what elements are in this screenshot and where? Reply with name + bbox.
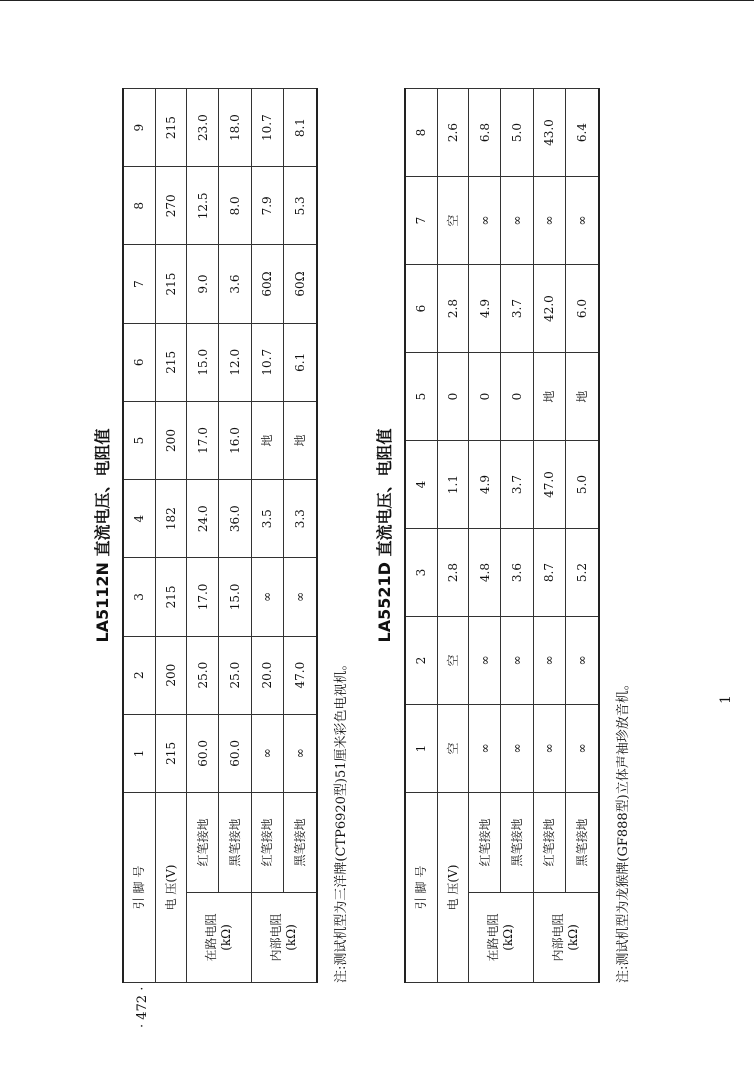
table-cell-int-black: 8.1 [284, 89, 317, 167]
table-cell-in-black: 12.0 [219, 323, 251, 401]
table-cell-pins: 2 [123, 636, 155, 714]
table-cell-voltage: 空 [437, 177, 468, 265]
page-number: · 472 · [135, 986, 150, 1028]
table-cell-in-black: 3.6 [219, 245, 251, 323]
header-internal: 内部电阻 (kΩ) [251, 893, 317, 983]
table-cell-in-black: ∞ [501, 177, 533, 265]
table-cell-in-black: 60.0 [219, 714, 251, 792]
header-red-probe: 红笔接地 [187, 792, 219, 892]
table-cell-voltage: 215 [155, 558, 186, 636]
table-cell-voltage: 空 [437, 617, 468, 705]
table-cell-voltage: 200 [155, 401, 186, 479]
table-cell-int-black: 5.3 [284, 167, 317, 245]
table-cell-pins: 4 [123, 480, 155, 558]
table-note-1: 注:测试机型为三洋牌(CTP6920型)51厘米彩色电视机。 [334, 657, 349, 983]
table-cell-in-black: 3.7 [501, 441, 533, 529]
table-cell-int-red: 10.7 [251, 323, 283, 401]
header-in-circuit: 在路电阻 (kΩ) [187, 893, 252, 983]
data-table-2 [404, 88, 600, 983]
table-cell-pins: 8 [123, 167, 155, 245]
header-voltage: 电 压(V) [155, 792, 186, 982]
table-cell-in-black: ∞ [501, 617, 533, 705]
table-cell-int-red: 地 [251, 401, 283, 479]
table-cell-int-black: ∞ [566, 705, 599, 793]
header-pin: 引 脚 号 [405, 792, 437, 982]
header-black-probe: 黑笔接地 [219, 792, 251, 892]
header-voltage: 电 压(V) [437, 792, 468, 982]
table-cell-int-red: ∞ [251, 558, 283, 636]
table-row-pins [123, 89, 155, 983]
table-title-2: LA5521D 直流电压、电阻值 [375, 428, 394, 643]
header-pin: 引 脚 号 [123, 792, 155, 982]
table-cell-int-red: 7.9 [251, 167, 283, 245]
header-red-probe: 红笔接地 [533, 792, 565, 892]
table-cell-in-red: 60.0 [187, 714, 219, 792]
table-cell-in-red: 25.0 [187, 636, 219, 714]
table-cell-voltage: 2.8 [437, 529, 468, 617]
table-row-int-black [284, 89, 317, 983]
table-cell-in-black: 5.0 [501, 89, 533, 177]
table-cell-int-red: 3.5 [251, 480, 283, 558]
table-cell-voltage: 215 [155, 323, 186, 401]
table-row-int-red [251, 89, 283, 983]
table-cell-pins: 2 [405, 617, 437, 705]
table-cell-voltage: 2.6 [437, 89, 468, 177]
table-cell-in-red: 4.9 [469, 441, 501, 529]
table-cell-int-black: ∞ [566, 177, 599, 265]
table-cell-in-red: 6.8 [469, 89, 501, 177]
table-cell-voltage: 0 [437, 353, 468, 441]
table-cell-in-black: 36.0 [219, 480, 251, 558]
table-cell-voltage: 1.1 [437, 441, 468, 529]
table-cell-int-black: 6.0 [566, 265, 599, 353]
table-cell-int-red: ∞ [533, 705, 565, 793]
table-cell-voltage: 2.8 [437, 265, 468, 353]
table-row-int-red [533, 89, 565, 983]
data-table-1 [122, 88, 318, 983]
table-cell-int-red: ∞ [533, 617, 565, 705]
table-cell-in-black: ∞ [501, 705, 533, 793]
header-in-circuit: 在路电阻 (kΩ) [469, 893, 534, 983]
table-row-voltage [155, 89, 186, 983]
table-cell-int-red: 地 [533, 353, 565, 441]
table-cell-pins: 6 [123, 323, 155, 401]
table-cell-int-red: ∞ [251, 714, 283, 792]
table-cell-in-black: 8.0 [219, 167, 251, 245]
table-cell-in-red: 4.9 [469, 265, 501, 353]
table-cell-in-red: 15.0 [187, 323, 219, 401]
table-cell-pins: 7 [123, 245, 155, 323]
header-internal: 内部电阻 (kΩ) [533, 893, 599, 983]
table-cell-int-black: 6.1 [284, 323, 317, 401]
table-cell-in-red: 0 [469, 353, 501, 441]
table-cell-in-red: 17.0 [187, 558, 219, 636]
table-cell-int-red: 20.0 [251, 636, 283, 714]
table-cell-voltage: 270 [155, 167, 186, 245]
table-cell-pins: 9 [123, 89, 155, 167]
table-row-in-red [469, 89, 501, 983]
table-cell-in-black: 3.6 [501, 529, 533, 617]
table-cell-pins: 5 [405, 353, 437, 441]
table-cell-in-red: 23.0 [187, 89, 219, 167]
table-cell-int-black: ∞ [566, 617, 599, 705]
table-cell-in-red: 17.0 [187, 401, 219, 479]
table-cell-int-black: 地 [566, 353, 599, 441]
table-cell-pins: 3 [405, 529, 437, 617]
table-title-1: LA5112N 直流电压、电阻值 [93, 428, 112, 643]
table-cell-int-black: 地 [284, 401, 317, 479]
table-cell-pins: 1 [123, 714, 155, 792]
table-cell-voltage: 215 [155, 714, 186, 792]
table-cell-int-red: 47.0 [533, 441, 565, 529]
table-note-2: 注:测试机型为龙猴牌(GF888型)立体声袖珍放音机。 [616, 677, 631, 983]
table-cell-int-black: 47.0 [284, 636, 317, 714]
table-cell-pins: 8 [405, 89, 437, 177]
table-cell-voltage: 215 [155, 89, 186, 167]
table-cell-int-black: 60Ω [284, 245, 317, 323]
table-row-in-black [501, 89, 533, 983]
table-cell-pins: 3 [123, 558, 155, 636]
table-cell-pins: 6 [405, 265, 437, 353]
table-cell-in-red: ∞ [469, 617, 501, 705]
table-cell-pins: 7 [405, 177, 437, 265]
header-black-probe: 黑笔接地 [284, 792, 317, 892]
table-cell-in-red: 24.0 [187, 480, 219, 558]
header-red-probe: 红笔接地 [251, 792, 283, 892]
table-cell-int-red: 8.7 [533, 529, 565, 617]
table-cell-int-black: 6.4 [566, 89, 599, 177]
table-cell-in-red: ∞ [469, 705, 501, 793]
header-black-probe: 黑笔接地 [566, 792, 599, 892]
table-cell-in-black: 3.7 [501, 265, 533, 353]
table-cell-in-red: 4.8 [469, 529, 501, 617]
table-row-voltage [437, 89, 468, 983]
table-cell-pins: 1 [405, 705, 437, 793]
table-row-pins [405, 89, 437, 983]
table-cell-voltage: 200 [155, 636, 186, 714]
table-row-int-black [566, 89, 599, 983]
table-cell-in-red: 9.0 [187, 245, 219, 323]
table-cell-in-red: 12.5 [187, 167, 219, 245]
table-cell-in-red: ∞ [469, 177, 501, 265]
table-cell-int-black: 5.2 [566, 529, 599, 617]
table-cell-int-red: ∞ [533, 177, 565, 265]
table-row-in-red [187, 89, 219, 983]
table-cell-int-red: 43.0 [533, 89, 565, 177]
table-cell-int-red: 60Ω [251, 245, 283, 323]
table-cell-int-black: 3.3 [284, 480, 317, 558]
margin-mark: 1 [718, 695, 734, 704]
table-cell-int-red: 42.0 [533, 265, 565, 353]
table-cell-pins: 5 [123, 401, 155, 479]
table-cell-voltage: 182 [155, 480, 186, 558]
table-cell-pins: 4 [405, 441, 437, 529]
table-cell-voltage: 空 [437, 705, 468, 793]
table-cell-in-black: 18.0 [219, 89, 251, 167]
table-cell-in-black: 25.0 [219, 636, 251, 714]
table-cell-int-red: 10.7 [251, 89, 283, 167]
table-cell-int-black: ∞ [284, 558, 317, 636]
table-cell-int-black: ∞ [284, 714, 317, 792]
header-red-probe: 红笔接地 [469, 792, 501, 892]
table-row-in-black [219, 89, 251, 983]
table-cell-in-black: 0 [501, 353, 533, 441]
table-cell-in-black: 16.0 [219, 401, 251, 479]
table-cell-int-black: 5.0 [566, 441, 599, 529]
table-cell-in-black: 15.0 [219, 558, 251, 636]
header-black-probe: 黑笔接地 [501, 792, 533, 892]
table-cell-voltage: 215 [155, 245, 186, 323]
